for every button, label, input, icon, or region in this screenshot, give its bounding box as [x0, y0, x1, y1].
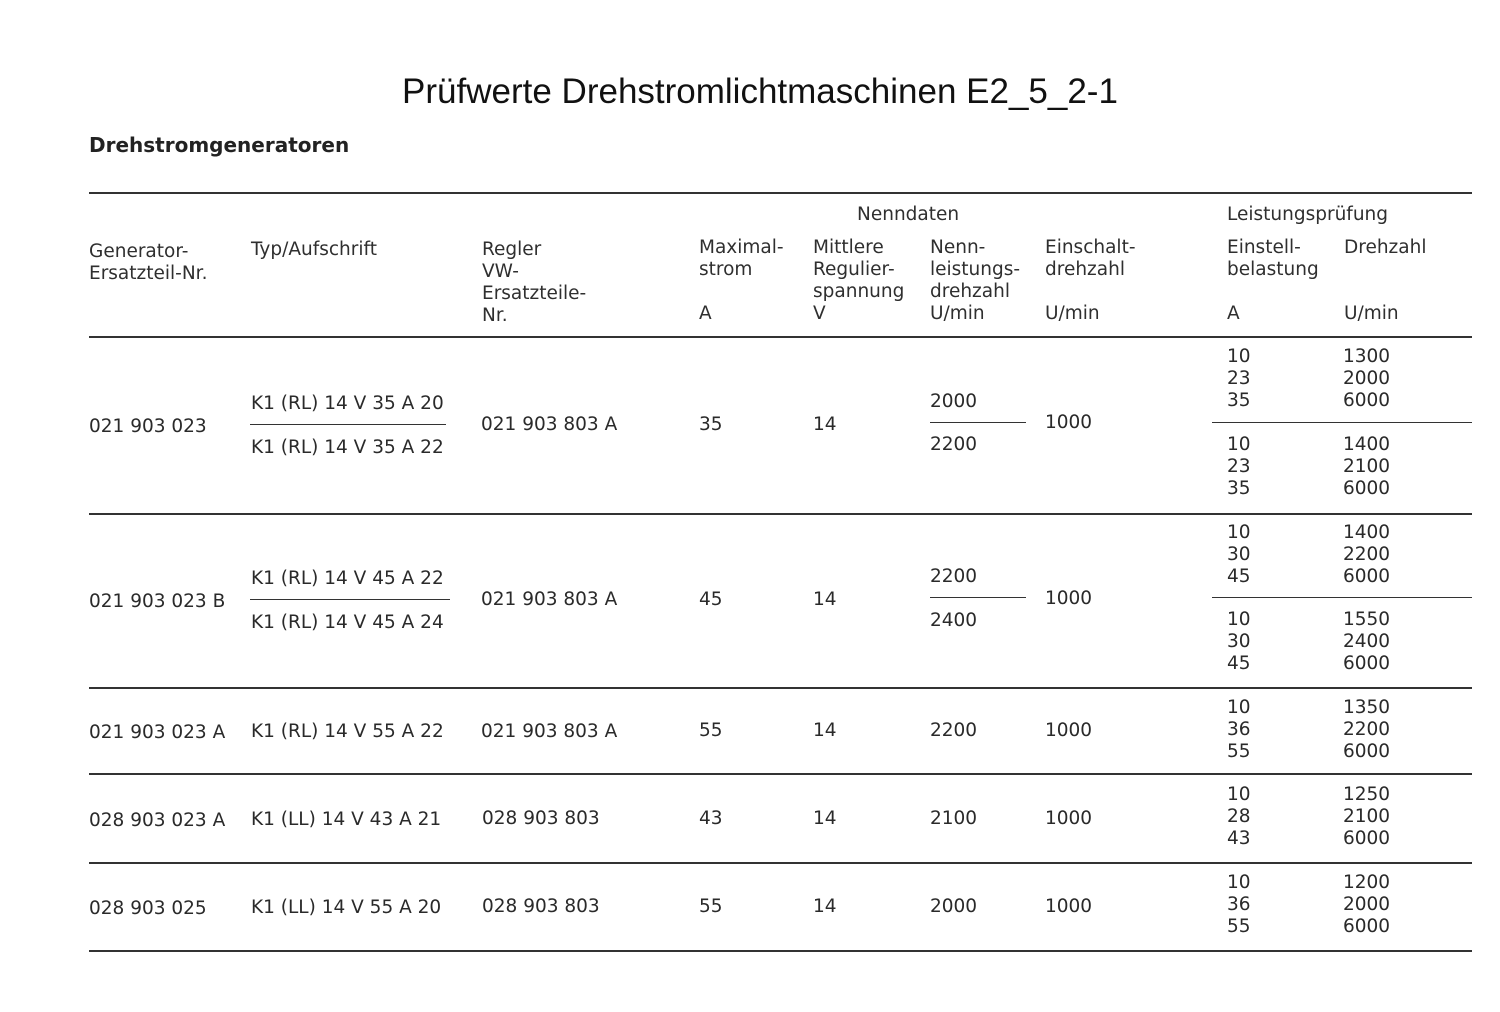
- row1-drehzahl-b-2: 2100: [1343, 456, 1391, 477]
- row5-belastung-3: 55: [1227, 916, 1251, 937]
- header-typ: Typ/Aufschrift: [251, 239, 377, 260]
- header-regulierspannung-3: spannung: [813, 281, 905, 302]
- header-regler-3: Ersatzteile-: [482, 283, 587, 304]
- row5-belastung-2: 36: [1227, 894, 1251, 915]
- row2-belastung-b-2: 30: [1227, 631, 1251, 652]
- row5-regler: 028 903 803: [482, 896, 600, 917]
- row2-drehzahl-a-3: 6000: [1343, 566, 1391, 587]
- row1-nenndrehzahl-2: 2200: [930, 434, 978, 455]
- row4-typ: K1 (LL) 14 V 43 A 21: [251, 809, 442, 830]
- header-drehzahl: Drehzahl: [1344, 237, 1427, 258]
- row1-drehzahl-b: [1343, 434, 1390, 500]
- row3-belastung-2: 36: [1227, 719, 1251, 740]
- header-nenndrehzahl-3: drehzahl: [930, 281, 1010, 302]
- row2-belastung-b-1: 10: [1227, 609, 1251, 630]
- row3-drehzahl-3: 6000: [1343, 741, 1391, 762]
- row4-drehzahl-1: 1250: [1343, 784, 1391, 805]
- row2-drehzahl-b-1: 1550: [1343, 609, 1391, 630]
- row1-belastung-b-1: 10: [1227, 434, 1251, 455]
- row2-belastung-a-1: 10: [1227, 522, 1251, 543]
- row1-belastung-a-3: 35: [1227, 390, 1251, 411]
- row1-maximalstrom: 35: [699, 414, 723, 435]
- row3-regulierspannung: 14: [813, 720, 837, 741]
- row1-drehzahl-a-2: 2000: [1343, 368, 1391, 389]
- row2-bottom-rule: [89, 687, 1472, 689]
- row4-belastung: [1227, 784, 1251, 850]
- row3-drehzahl-1: 1350: [1343, 697, 1391, 718]
- row1-typ-1: K1 (RL) 14 V 35 A 20: [251, 393, 444, 414]
- header-regulierspannung-1: Mittlere: [813, 237, 884, 258]
- header-group-leistungspruefung: Leistungsprüfung: [1227, 204, 1389, 225]
- row4-regler: 028 903 803: [482, 808, 600, 829]
- row5-drehzahl: [1343, 872, 1390, 938]
- row1-belastung-a: [1227, 346, 1251, 412]
- row1-drehzahl-a-1: 1300: [1343, 346, 1391, 367]
- row2-drehzahl-a-1: 1400: [1343, 522, 1391, 543]
- row5-drehzahl-2: 2000: [1343, 894, 1391, 915]
- row3-maximalstrom: 55: [699, 720, 723, 741]
- row1-belastung-a-2: 23: [1227, 368, 1251, 389]
- row1-belastung-b-2: 23: [1227, 456, 1251, 477]
- row1-drehzahl-a: [1343, 346, 1390, 412]
- header-regler-1: Regler: [482, 239, 542, 260]
- header-generator-1: Generator-: [89, 241, 189, 262]
- row1-bottom-rule: [89, 513, 1472, 515]
- header-maximalstrom-unit: A: [699, 303, 712, 324]
- row3-generator: 021 903 023 A: [89, 722, 226, 743]
- row2-drehzahl-b-3: 6000: [1343, 653, 1391, 674]
- header-drehzahl-unit: U/min: [1344, 303, 1399, 324]
- row2-drehzahl-b: [1343, 609, 1390, 675]
- header-einschaltdrehzahl-unit: U/min: [1045, 303, 1100, 324]
- row5-regulierspannung: 14: [813, 896, 837, 917]
- header-regulierspannung-2: Regulier-: [813, 259, 895, 280]
- row2-belastung-a-3: 45: [1227, 566, 1251, 587]
- row1-generator: 021 903 023: [89, 416, 207, 437]
- row5-nenndrehzahl: 2000: [930, 896, 978, 917]
- row2-drehzahl-a-2: 2200: [1343, 544, 1391, 565]
- row4-belastung-2: 28: [1227, 806, 1251, 827]
- header-einstellbelastung-2: belastung: [1227, 259, 1319, 280]
- row1-belastung-a-1: 10: [1227, 346, 1251, 367]
- row4-drehzahl-3: 6000: [1343, 828, 1391, 849]
- header-group-nenndaten: Nenndaten: [857, 204, 960, 225]
- row1-regulierspannung: 14: [813, 414, 837, 435]
- row3-drehzahl: [1343, 697, 1390, 763]
- row3-belastung-1: 10: [1227, 697, 1251, 718]
- row1-nenndrehzahl-1: 2000: [930, 391, 978, 412]
- header-regler-4: Nr.: [482, 305, 508, 326]
- row5-maximalstrom: 55: [699, 896, 723, 917]
- header-regulierspannung-unit: V: [813, 303, 826, 324]
- row5-belastung-1: 10: [1227, 872, 1251, 893]
- row2-nenndrehzahl-1: 2200: [930, 566, 978, 587]
- row1-leistung-divider: [1212, 422, 1472, 423]
- row3-regler: 021 903 803 A: [481, 721, 618, 742]
- row1-drehzahl-b-3: 6000: [1343, 478, 1391, 499]
- section-title: Drehstromgeneratoren: [89, 133, 350, 157]
- row1-drehzahl-b-1: 1400: [1343, 434, 1391, 455]
- row5-typ: K1 (LL) 14 V 55 A 20: [251, 897, 442, 918]
- header-nenndrehzahl-unit: U/min: [930, 303, 985, 324]
- row1-belastung-b-3: 35: [1227, 478, 1251, 499]
- page-title: Prüfwerte Drehstromlichtmaschinen E2_5_2-1: [402, 72, 1118, 111]
- row2-leistung-divider: [1212, 597, 1472, 598]
- row2-belastung-a-2: 30: [1227, 544, 1251, 565]
- row2-typ-1: K1 (RL) 14 V 45 A 22: [251, 568, 444, 589]
- row4-bottom-rule: [89, 862, 1472, 864]
- row2-drehzahl-b-2: 2400: [1343, 631, 1391, 652]
- row2-belastung-a: [1227, 522, 1251, 588]
- row3-belastung-3: 55: [1227, 741, 1251, 762]
- row1-drehzahl-a-3: 6000: [1343, 390, 1391, 411]
- row3-drehzahl-2: 2200: [1343, 719, 1391, 740]
- row1-regler: 021 903 803 A: [481, 414, 618, 435]
- header-maximalstrom-1: Maximal-: [699, 237, 784, 258]
- row5-einschaltdrehzahl: 1000: [1045, 896, 1093, 917]
- header-einstellbelastung-unit: A: [1227, 303, 1240, 324]
- header-maximalstrom-2: strom: [699, 259, 753, 280]
- row2-regler: 021 903 803 A: [481, 589, 618, 610]
- row4-drehzahl: [1343, 784, 1390, 850]
- table-top-rule: [89, 192, 1472, 194]
- row4-nenndrehzahl: 2100: [930, 808, 978, 829]
- row4-einschaltdrehzahl: 1000: [1045, 808, 1093, 829]
- row3-typ: K1 (RL) 14 V 55 A 22: [251, 721, 444, 742]
- row4-belastung-3: 43: [1227, 828, 1251, 849]
- row2-nenndrehzahl-divider: [930, 597, 1026, 598]
- row4-drehzahl-2: 2100: [1343, 806, 1391, 827]
- header-einschaltdrehzahl-2: drehzahl: [1045, 259, 1125, 280]
- row3-bottom-rule: [89, 773, 1472, 775]
- row4-regulierspannung: 14: [813, 808, 837, 829]
- row4-maximalstrom: 43: [699, 808, 723, 829]
- row2-belastung-b-3: 45: [1227, 653, 1251, 674]
- row1-typ-2: K1 (RL) 14 V 35 A 22: [251, 437, 444, 458]
- row2-belastung-b: [1227, 609, 1251, 675]
- row2-drehzahl-a: [1343, 522, 1390, 588]
- row4-belastung-1: 10: [1227, 784, 1251, 805]
- row3-nenndrehzahl: 2200: [930, 720, 978, 741]
- row5-drehzahl-1: 1200: [1343, 872, 1391, 893]
- header-bottom-rule: [89, 336, 1472, 338]
- row1-typ-divider: [250, 424, 446, 425]
- row3-einschaltdrehzahl: 1000: [1045, 720, 1093, 741]
- row1-einschaltdrehzahl: 1000: [1045, 412, 1093, 433]
- row2-typ-2: K1 (RL) 14 V 45 A 24: [251, 612, 444, 633]
- row2-typ-divider: [250, 599, 450, 600]
- row1-belastung-b: [1227, 434, 1251, 500]
- header-nenndrehzahl-2: leistungs-: [930, 259, 1021, 280]
- row2-nenndrehzahl-2: 2400: [930, 610, 978, 631]
- row2-einschaltdrehzahl: 1000: [1045, 588, 1093, 609]
- row1-nenndrehzahl-divider: [930, 422, 1026, 423]
- header-generator-2: Ersatzteil-Nr.: [89, 263, 208, 284]
- row2-maximalstrom: 45: [699, 589, 723, 610]
- header-einschaltdrehzahl-1: Einschalt-: [1045, 237, 1136, 258]
- row5-belastung: [1227, 872, 1251, 938]
- row5-generator: 028 903 025: [89, 898, 207, 919]
- header-regler-2: VW-: [482, 261, 519, 282]
- row4-generator: 028 903 023 A: [89, 810, 226, 831]
- row3-belastung: [1227, 697, 1251, 763]
- row2-regulierspannung: 14: [813, 589, 837, 610]
- row2-generator: 021 903 023 B: [89, 591, 226, 612]
- header-einstellbelastung-1: Einstell-: [1227, 237, 1301, 258]
- header-nenndrehzahl-1: Nenn-: [930, 237, 986, 258]
- table-bottom-rule: [89, 950, 1472, 952]
- row5-drehzahl-3: 6000: [1343, 916, 1391, 937]
